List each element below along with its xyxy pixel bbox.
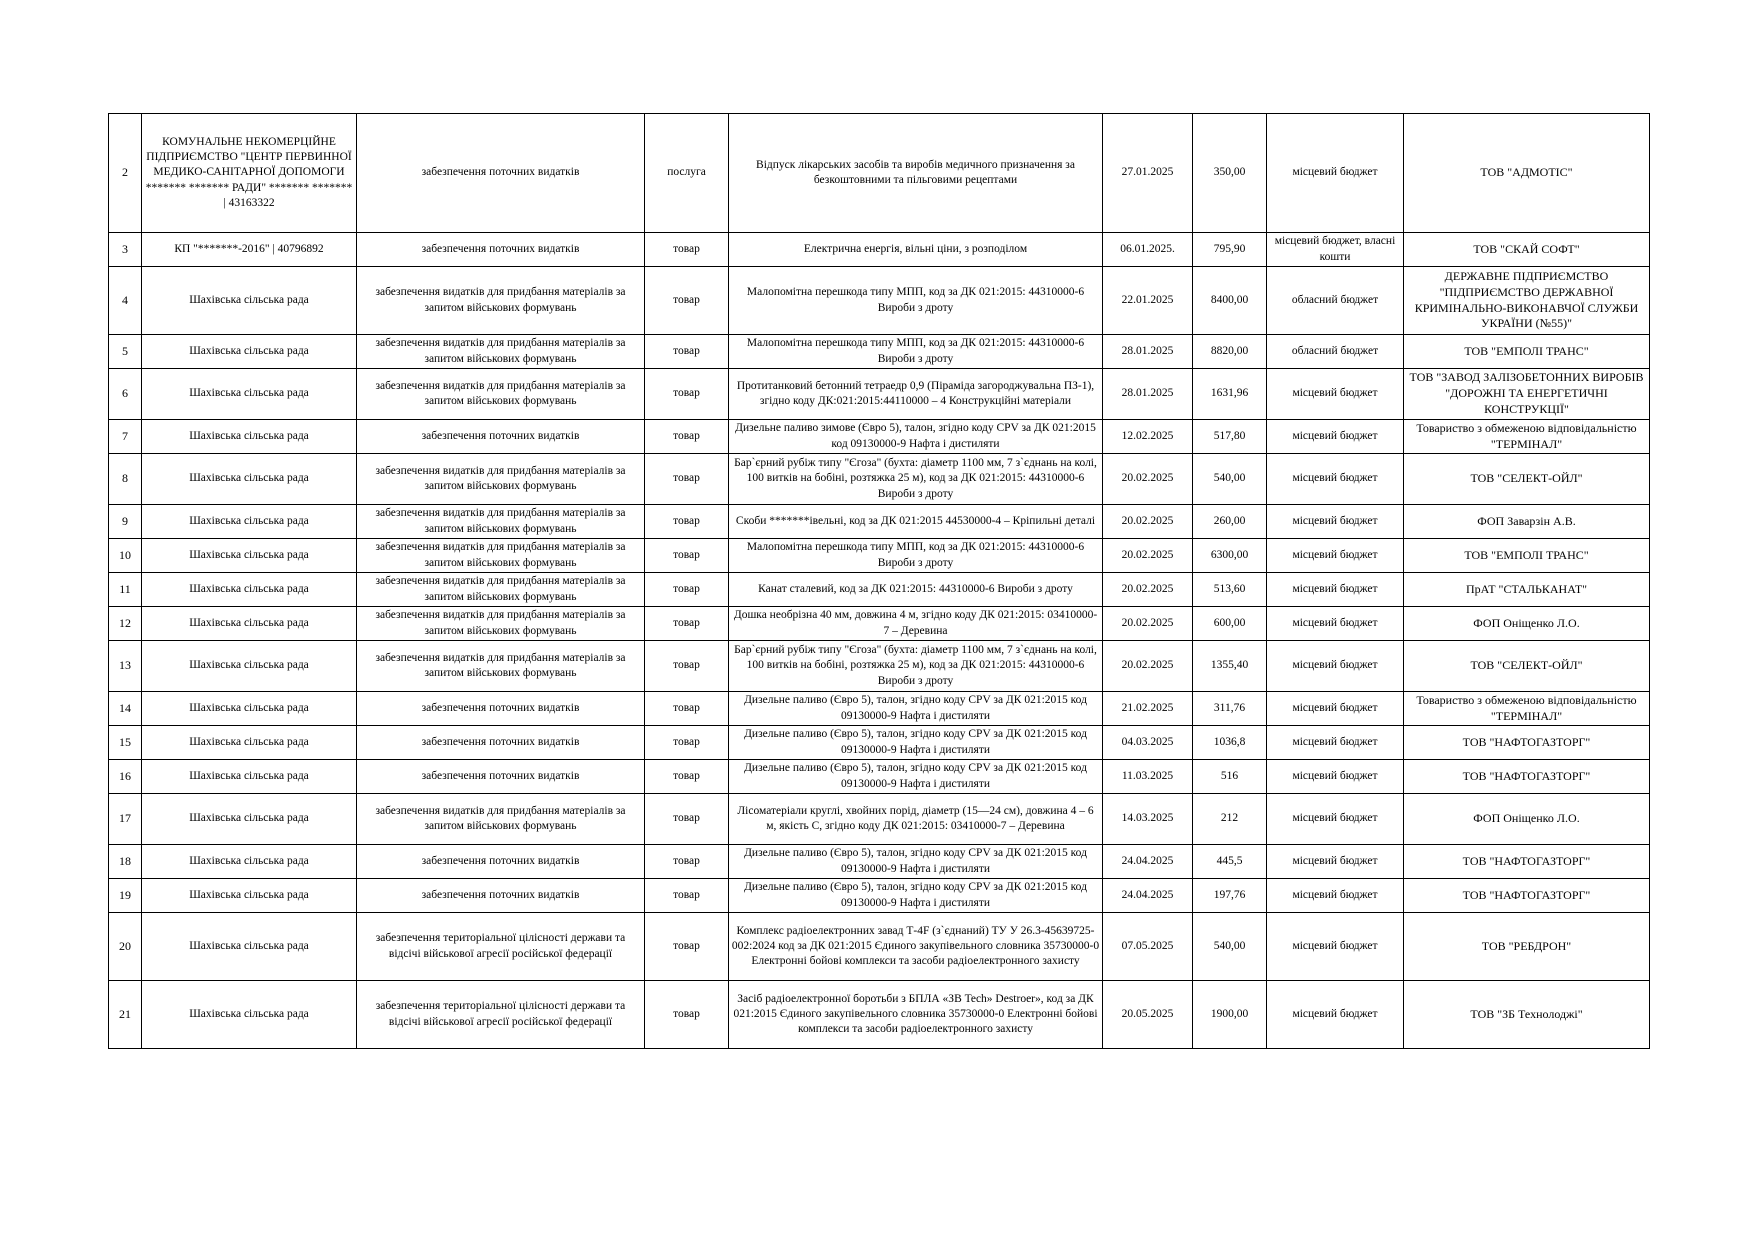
table-row bbox=[109, 760, 1650, 794]
type-cell: товар bbox=[645, 879, 729, 913]
amount-cell: 1631,96 bbox=[1193, 369, 1267, 420]
table-row bbox=[109, 420, 1650, 454]
table-row bbox=[109, 692, 1650, 726]
purpose-cell: забезпечення видатків для придбання матеріалів за запитом військових формувань bbox=[357, 505, 645, 539]
source-cell: місцевий бюджет bbox=[1267, 420, 1404, 454]
table-row bbox=[109, 233, 1650, 267]
source-cell: місцевий бюджет bbox=[1267, 641, 1404, 692]
subject-cell: Малопомітна перешкода типу МПП, код за ДК 021:2015: 44310000-6 Вироби з дроту bbox=[729, 267, 1103, 335]
customer-cell: Шахівська сільська рада bbox=[142, 641, 357, 692]
type-cell: товар bbox=[645, 913, 729, 981]
table-row bbox=[109, 573, 1650, 607]
source-cell: місцевий бюджет bbox=[1267, 505, 1404, 539]
subject-cell: Дизельне паливо (Євро 5), талон, згідно коду CPV за ДК 021:2015 код 09130000-9 Нафта і дистиляти bbox=[729, 879, 1103, 913]
amount-cell: 212 bbox=[1193, 794, 1267, 845]
subject-cell: Дошка необрізна 40 мм, довжина 4 м, згідно коду ДК 021:2015: 03410000-7 – Деревина bbox=[729, 607, 1103, 641]
type-cell: товар bbox=[645, 420, 729, 454]
type-cell: товар bbox=[645, 794, 729, 845]
table-row bbox=[109, 913, 1650, 981]
type-cell: товар bbox=[645, 505, 729, 539]
purpose-cell: забезпечення видатків для придбання матеріалів за запитом військових формувань bbox=[357, 267, 645, 335]
source-cell: місцевий бюджет bbox=[1267, 726, 1404, 760]
source-cell: місцевий бюджет bbox=[1267, 573, 1404, 607]
subject-cell: Дизельне паливо (Євро 5), талон, згідно коду CPV за ДК 021:2015 код 09130000-9 Нафта і дистиляти bbox=[729, 845, 1103, 879]
supplier-cell: ТОВ "РЕБДРОН" bbox=[1404, 913, 1650, 981]
table-row bbox=[109, 369, 1650, 420]
type-cell: товар bbox=[645, 233, 729, 267]
amount-cell: 540,00 bbox=[1193, 454, 1267, 505]
customer-cell: Шахівська сільська рада bbox=[142, 913, 357, 981]
supplier-cell: ФОП Оніщенко Л.О. bbox=[1404, 794, 1650, 845]
date-cell: 20.02.2025 bbox=[1103, 539, 1193, 573]
type-cell: товар bbox=[645, 573, 729, 607]
type-cell: товар bbox=[645, 760, 729, 794]
supplier-cell: ФОП Оніщенко Л.О. bbox=[1404, 607, 1650, 641]
customer-cell: КОМУНАЛЬНЕ НЕКОМЕРЦІЙНЕ ПІДПРИЄМСТВО "ЦЕНТР ПЕРВИННОЇ МЕДИКО-САНІТАРНОЇ ДОПОМОГИ ******* ******* РАДИ" ******* ******* | 43163322 bbox=[142, 114, 357, 233]
source-cell: місцевий бюджет bbox=[1267, 794, 1404, 845]
customer-cell: КП "*******-2016" | 40796892 bbox=[142, 233, 357, 267]
purpose-cell: забезпечення поточних видатків bbox=[357, 879, 645, 913]
customer-cell: Шахівська сільська рада bbox=[142, 845, 357, 879]
type-cell: товар bbox=[645, 607, 729, 641]
type-cell: товар bbox=[645, 267, 729, 335]
table-row bbox=[109, 114, 1650, 233]
customer-cell: Шахівська сільська рада bbox=[142, 981, 357, 1049]
date-cell: 21.02.2025 bbox=[1103, 692, 1193, 726]
row-number: 12 bbox=[109, 607, 142, 641]
supplier-cell: ТОВ "НАФТОГАЗТОРГ" bbox=[1404, 726, 1650, 760]
source-cell: місцевий бюджет bbox=[1267, 692, 1404, 726]
date-cell: 28.01.2025 bbox=[1103, 335, 1193, 369]
supplier-cell: ПрАТ "СТАЛЬКАНАТ" bbox=[1404, 573, 1650, 607]
customer-cell: Шахівська сільська рада bbox=[142, 573, 357, 607]
purpose-cell: забезпечення поточних видатків bbox=[357, 726, 645, 760]
purpose-cell: забезпечення видатків для придбання матеріалів за запитом військових формувань bbox=[357, 369, 645, 420]
customer-cell: Шахівська сільська рада bbox=[142, 879, 357, 913]
purpose-cell: забезпечення поточних видатків bbox=[357, 114, 645, 233]
table-row bbox=[109, 845, 1650, 879]
row-number: 9 bbox=[109, 505, 142, 539]
purpose-cell: забезпечення видатків для придбання матеріалів за запитом військових формувань bbox=[357, 607, 645, 641]
supplier-cell: ТОВ "ЕМПОЛІ ТРАНС" bbox=[1404, 539, 1650, 573]
date-cell: 20.02.2025 bbox=[1103, 505, 1193, 539]
amount-cell: 1355,40 bbox=[1193, 641, 1267, 692]
source-cell: місцевий бюджет bbox=[1267, 454, 1404, 505]
amount-cell: 350,00 bbox=[1193, 114, 1267, 233]
row-number: 8 bbox=[109, 454, 142, 505]
table-row bbox=[109, 641, 1650, 692]
amount-cell: 1036,8 bbox=[1193, 726, 1267, 760]
subject-cell: Бар`єрний рубіж типу "Єгоза" (бухта: діаметр 1100 мм, 7 з`єднань на колі, 100 витків на бобіні, розтяжка 25 м), код за ДК 021:2015: 44310000-6 Вироби з дроту bbox=[729, 641, 1103, 692]
amount-cell: 6300,00 bbox=[1193, 539, 1267, 573]
source-cell: місцевий бюджет, власні кошти bbox=[1267, 233, 1404, 267]
row-number: 21 bbox=[109, 981, 142, 1049]
supplier-cell: ТОВ "НАФТОГАЗТОРГ" bbox=[1404, 845, 1650, 879]
table-row bbox=[109, 607, 1650, 641]
type-cell: послуга bbox=[645, 114, 729, 233]
amount-cell: 445,5 bbox=[1193, 845, 1267, 879]
supplier-cell: ФОП Заварзін А.В. bbox=[1404, 505, 1650, 539]
subject-cell: Електрична енергія, вільні ціни, з розподілом bbox=[729, 233, 1103, 267]
subject-cell: Малопомітна перешкода типу МПП, код за ДК 021:2015: 44310000-6 Вироби з дроту bbox=[729, 539, 1103, 573]
supplier-cell: Товариство з обмеженою відповідальністю "ТЕРМІНАЛ" bbox=[1404, 420, 1650, 454]
row-number: 19 bbox=[109, 879, 142, 913]
supplier-cell: ТОВ "АДМОТІС" bbox=[1404, 114, 1650, 233]
purpose-cell: забезпечення видатків для придбання матеріалів за запитом військових формувань bbox=[357, 641, 645, 692]
supplier-cell: ТОВ "НАФТОГАЗТОРГ" bbox=[1404, 879, 1650, 913]
customer-cell: Шахівська сільська рада bbox=[142, 420, 357, 454]
purpose-cell: забезпечення видатків для придбання матеріалів за запитом військових формувань bbox=[357, 794, 645, 845]
customer-cell: Шахівська сільська рада bbox=[142, 726, 357, 760]
date-cell: 06.01.2025. bbox=[1103, 233, 1193, 267]
date-cell: 14.03.2025 bbox=[1103, 794, 1193, 845]
customer-cell: Шахівська сільська рада bbox=[142, 267, 357, 335]
date-cell: 28.01.2025 bbox=[1103, 369, 1193, 420]
row-number: 2 bbox=[109, 114, 142, 233]
table-row bbox=[109, 505, 1650, 539]
amount-cell: 513,60 bbox=[1193, 573, 1267, 607]
date-cell: 24.04.2025 bbox=[1103, 879, 1193, 913]
customer-cell: Шахівська сільська рада bbox=[142, 539, 357, 573]
type-cell: товар bbox=[645, 539, 729, 573]
date-cell: 07.05.2025 bbox=[1103, 913, 1193, 981]
table-row bbox=[109, 335, 1650, 369]
date-cell: 22.01.2025 bbox=[1103, 267, 1193, 335]
amount-cell: 197,76 bbox=[1193, 879, 1267, 913]
amount-cell: 516 bbox=[1193, 760, 1267, 794]
type-cell: товар bbox=[645, 692, 729, 726]
source-cell: місцевий бюджет bbox=[1267, 539, 1404, 573]
type-cell: товар bbox=[645, 369, 729, 420]
type-cell: товар bbox=[645, 454, 729, 505]
subject-cell: Дизельне паливо (Євро 5), талон, згідно коду CPV за ДК 021:2015 код 09130000-9 Нафта і дистиляти bbox=[729, 726, 1103, 760]
customer-cell: Шахівська сільська рада bbox=[142, 505, 357, 539]
purpose-cell: забезпечення поточних видатків bbox=[357, 760, 645, 794]
row-number: 5 bbox=[109, 335, 142, 369]
row-number: 7 bbox=[109, 420, 142, 454]
date-cell: 20.02.2025 bbox=[1103, 641, 1193, 692]
row-number: 4 bbox=[109, 267, 142, 335]
supplier-cell: ТОВ "СЕЛЕКТ-ОЙЛ" bbox=[1404, 454, 1650, 505]
date-cell: 27.01.2025 bbox=[1103, 114, 1193, 233]
purpose-cell: забезпечення видатків для придбання матеріалів за запитом військових формувань bbox=[357, 573, 645, 607]
amount-cell: 1900,00 bbox=[1193, 981, 1267, 1049]
source-cell: місцевий бюджет bbox=[1267, 913, 1404, 981]
source-cell: місцевий бюджет bbox=[1267, 369, 1404, 420]
supplier-cell: ДЕРЖАВНЕ ПІДПРИЄМСТВО "ПІДПРИЄМСТВО ДЕРЖАВНОЇ КРИМІНАЛЬНО-ВИКОНАВЧОЇ СЛУЖБИ УКРАЇНИ (№55)" bbox=[1404, 267, 1650, 335]
subject-cell: Лісоматеріали круглі, хвойних порід, діаметр (15—24 см), довжина 4 – 6 м, якість С, згідно коду ДК 021:2015: 03410000-7 – Деревина bbox=[729, 794, 1103, 845]
amount-cell: 8820,00 bbox=[1193, 335, 1267, 369]
row-number: 18 bbox=[109, 845, 142, 879]
subject-cell: Дизельне паливо (Євро 5), талон, згідно коду CPV за ДК 021:2015 код 09130000-9 Нафта і дистиляти bbox=[729, 760, 1103, 794]
amount-cell: 795,90 bbox=[1193, 233, 1267, 267]
amount-cell: 8400,00 bbox=[1193, 267, 1267, 335]
purpose-cell: забезпечення територіальної цілісності держави та відсічі військової агресії російської федерації bbox=[357, 981, 645, 1049]
table-row bbox=[109, 879, 1650, 913]
amount-cell: 600,00 bbox=[1193, 607, 1267, 641]
date-cell: 20.02.2025 bbox=[1103, 607, 1193, 641]
customer-cell: Шахівська сільська рада bbox=[142, 335, 357, 369]
row-number: 13 bbox=[109, 641, 142, 692]
subject-cell: Скоби *******івельні, код за ДК 021:2015 44530000-4 – Кріпильні деталі bbox=[729, 505, 1103, 539]
table-row bbox=[109, 794, 1650, 845]
subject-cell: Протитанковий бетонний тетраедр 0,9 (Піраміда загороджувальна ПЗ-1), згідно коду ДК:021:2015:44110000 – 4 Конструкційні матеріали bbox=[729, 369, 1103, 420]
purpose-cell: забезпечення видатків для придбання матеріалів за запитом військових формувань bbox=[357, 539, 645, 573]
purpose-cell: забезпечення територіальної цілісності держави та відсічі військової агресії російської федерації bbox=[357, 913, 645, 981]
subject-cell: Відпуск лікарських засобів та виробів медичного призначення за безкоштовними та пільговими рецептами bbox=[729, 114, 1103, 233]
type-cell: товар bbox=[645, 726, 729, 760]
supplier-cell: ТОВ "ЗАВОД ЗАЛІЗОБЕТОННИХ ВИРОБІВ "ДОРОЖНІ ТА ЕНЕРГЕТИЧНІ КОНСТРУКЦІЇ" bbox=[1404, 369, 1650, 420]
date-cell: 20.02.2025 bbox=[1103, 454, 1193, 505]
subject-cell: Дизельне паливо зимове (Євро 5), талон, згідно коду CPV за ДК 021:2015 код 09130000-9 Нафта і дистиляти bbox=[729, 420, 1103, 454]
row-number: 15 bbox=[109, 726, 142, 760]
row-number: 20 bbox=[109, 913, 142, 981]
type-cell: товар bbox=[645, 845, 729, 879]
type-cell: товар bbox=[645, 335, 729, 369]
amount-cell: 260,00 bbox=[1193, 505, 1267, 539]
subject-cell: Малопомітна перешкода типу МПП, код за ДК 021:2015: 44310000-6 Вироби з дроту bbox=[729, 335, 1103, 369]
supplier-cell: ТОВ "ЗБ Технолоджі" bbox=[1404, 981, 1650, 1049]
supplier-cell: ТОВ "ЕМПОЛІ ТРАНС" bbox=[1404, 335, 1650, 369]
table-row bbox=[109, 726, 1650, 760]
table-row bbox=[109, 454, 1650, 505]
procurement-table bbox=[108, 113, 1650, 1049]
customer-cell: Шахівська сільська рада bbox=[142, 454, 357, 505]
row-number: 14 bbox=[109, 692, 142, 726]
purpose-cell: забезпечення поточних видатків bbox=[357, 233, 645, 267]
date-cell: 20.05.2025 bbox=[1103, 981, 1193, 1049]
source-cell: місцевий бюджет bbox=[1267, 845, 1404, 879]
date-cell: 11.03.2025 bbox=[1103, 760, 1193, 794]
source-cell: обласний бюджет bbox=[1267, 267, 1404, 335]
type-cell: товар bbox=[645, 641, 729, 692]
customer-cell: Шахівська сільська рада bbox=[142, 760, 357, 794]
supplier-cell: Товариство з обмеженою відповідальністю "ТЕРМІНАЛ" bbox=[1404, 692, 1650, 726]
row-number: 10 bbox=[109, 539, 142, 573]
supplier-cell: ТОВ "СКАЙ СОФТ" bbox=[1404, 233, 1650, 267]
source-cell: місцевий бюджет bbox=[1267, 114, 1404, 233]
type-cell: товар bbox=[645, 981, 729, 1049]
date-cell: 12.02.2025 bbox=[1103, 420, 1193, 454]
table-row bbox=[109, 539, 1650, 573]
customer-cell: Шахівська сільська рада bbox=[142, 692, 357, 726]
source-cell: місцевий бюджет bbox=[1267, 607, 1404, 641]
purpose-cell: забезпечення видатків для придбання матеріалів за запитом військових формувань bbox=[357, 454, 645, 505]
source-cell: обласний бюджет bbox=[1267, 335, 1404, 369]
subject-cell: Комплекс радіоелектронних завад Т-4F (з`єднаний) ТУ У 26.3-45639725-002:2024 код за ДК 021:2015 Єдиного закупівельного словника 35730000-0 Електронні бойові комплекси та засоби радіоелектронного захисту bbox=[729, 913, 1103, 981]
table-row bbox=[109, 267, 1650, 335]
purpose-cell: забезпечення поточних видатків bbox=[357, 692, 645, 726]
subject-cell: Канат сталевий, код за ДК 021:2015: 44310000-6 Вироби з дроту bbox=[729, 573, 1103, 607]
source-cell: місцевий бюджет bbox=[1267, 981, 1404, 1049]
amount-cell: 311,76 bbox=[1193, 692, 1267, 726]
customer-cell: Шахівська сільська рада bbox=[142, 794, 357, 845]
subject-cell: Бар`єрний рубіж типу "Єгоза" (бухта: діаметр 1100 мм, 7 з`єднань на колі, 100 витків на бобіні, розтяжка 25 м), код за ДК 021:2015: 44310000-6 Вироби з дроту bbox=[729, 454, 1103, 505]
customer-cell: Шахівська сільська рада bbox=[142, 607, 357, 641]
purpose-cell: забезпечення поточних видатків bbox=[357, 845, 645, 879]
source-cell: місцевий бюджет bbox=[1267, 760, 1404, 794]
source-cell: місцевий бюджет bbox=[1267, 879, 1404, 913]
date-cell: 20.02.2025 bbox=[1103, 573, 1193, 607]
purpose-cell: забезпечення видатків для придбання матеріалів за запитом військових формувань bbox=[357, 335, 645, 369]
row-number: 11 bbox=[109, 573, 142, 607]
amount-cell: 517,80 bbox=[1193, 420, 1267, 454]
row-number: 3 bbox=[109, 233, 142, 267]
amount-cell: 540,00 bbox=[1193, 913, 1267, 981]
supplier-cell: ТОВ "СЕЛЕКТ-ОЙЛ" bbox=[1404, 641, 1650, 692]
purpose-cell: забезпечення поточних видатків bbox=[357, 420, 645, 454]
customer-cell: Шахівська сільська рада bbox=[142, 369, 357, 420]
row-number: 6 bbox=[109, 369, 142, 420]
subject-cell: Дизельне паливо (Євро 5), талон, згідно коду CPV за ДК 021:2015 код 09130000-9 Нафта і дистиляти bbox=[729, 692, 1103, 726]
date-cell: 24.04.2025 bbox=[1103, 845, 1193, 879]
table-row bbox=[109, 981, 1650, 1049]
supplier-cell: ТОВ "НАФТОГАЗТОРГ" bbox=[1404, 760, 1650, 794]
row-number: 17 bbox=[109, 794, 142, 845]
subject-cell: Засіб радіоелектронної боротьби з БПЛА «ЗВ Tech» Destroer», код за ДК 021:2015 Єдиного закупівельного словника 35730000-0 Електронні бойові комплекси та засоби радіоелектронного захисту bbox=[729, 981, 1103, 1049]
row-number: 16 bbox=[109, 760, 142, 794]
date-cell: 04.03.2025 bbox=[1103, 726, 1193, 760]
